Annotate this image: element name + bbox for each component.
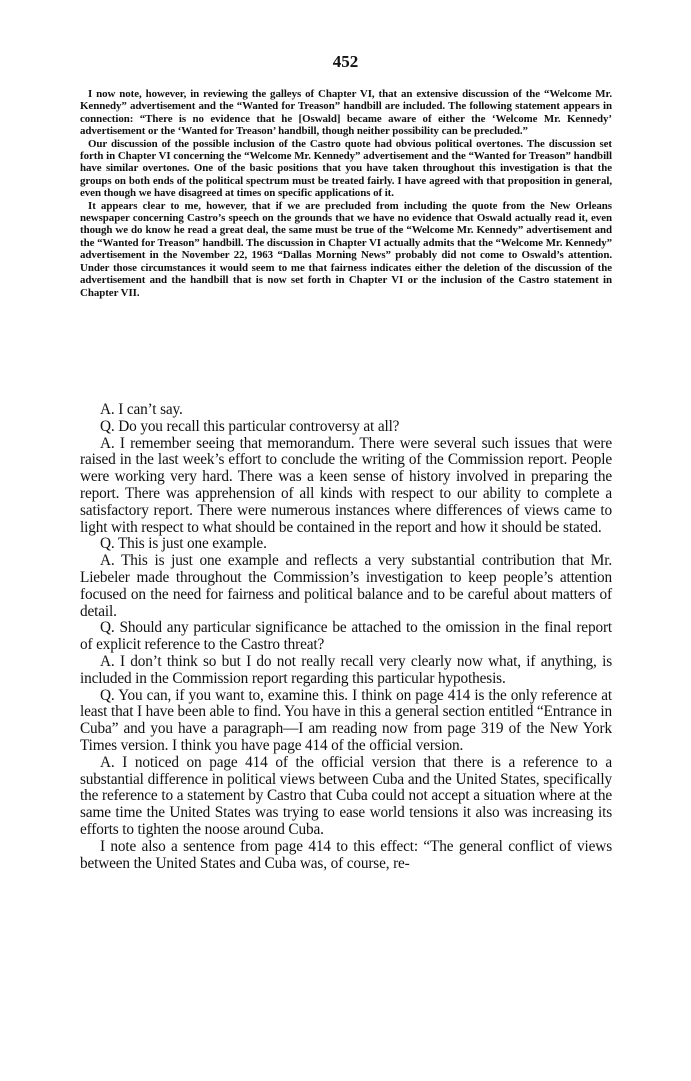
testimony-paragraph: I note also a sentence from page 414 to this effect: “The general conflict of views between the United States and Cuba was, of course, re- [80,837,612,872]
testimony-question: Q. Do you recall this particular controversy at all? [100,417,400,435]
page-number: 452 [332,52,359,71]
excerpt-paragraph: It appears clear to me, however, that if we are precluded from including the quote from the New Orleans newspaper concerning Castro’s speech on the grounds that we have no evidence that Oswald actually read it, even though we do know he read a great deal, the same must be true of the “Welcome Mr. Kennedy” advertisement and the “Wanted for Treason” handbill. The discussion in Chapter VI actually admits that the “Welcome Mr. Kennedy” advertisement in the November 22, 1963 “Dallas Morning News” probably did not come to Oswald’s attention. Under those circumstances it would seem to me that fairness indicates either the deletion of the discussion of the advertisement and the handbill that is now set forth in Chapter VI or the inclusion of the Castro statement in Chapter VII. [80,199,612,299]
testimony-question: Q. This is just one example. [100,535,267,553]
testimony-answer: A. I remember seeing that memorandum. There were several such issues that were raised in the last week’s effort to conclude the writing of the Commission report. People were working very hard. There was a keen sense of history involved in preparing the report. There was apprehension of all kinds with respect to our ability to complete a satisfactory report. There were numerous instances where differences of views came to light with respect to what should be contained in the report and how it should be stated. [80,434,612,536]
testimony-question: Q. You can, if you want to, examine this. I think on page 414 is the only reference at least that I have been able to find. You have in this a general section entitled “Entrance in Cuba” and you have a paragraph—I am reading now from page 319 of the New York Times version. I think you have page 414 of the official version. [80,686,612,754]
excerpt-paragraph: I now note, however, in reviewing the galleys of Chapter VI, that an extensive discussion of the “Welcome Mr. Kennedy” advertisement and the “Wanted for Treason” handbill are included. The following statement appears in connection: “There is no evidence that he [Oswald] became aware of either the ‘Welcome Mr. Kennedy’ advertisement or the ‘Wanted for Treason’ handbill, though neither possibility can be precluded.” [80,88,612,138]
excerpt-paragraph: Our discussion of the possible inclusion of the Castro quote had obvious political overtones. The discussion set forth in Chapter VI concerning the “Welcome Mr. Kennedy” advertisement and the “Wanted for Treason” handbill have similar overtones. One of the basic positions that you have taken throughout this investigation is that the groups on both ends of the political spectrum must be treated fairly. I have agreed with that proposition in general, even though we have disagreed at times on specific applications of it. [80,137,612,200]
testimony-question: Q. Should any particular significance be attached to the omission in the final report of explicit reference to the Castro threat? [80,619,612,654]
testimony-answer: A. This is just one example and reflects a very substantial contribution that Mr. Liebeler made throughout the Commission’s investigation to keep people’s attention focused on the need for fairness and political balance and to be careful about matters of detail. [80,552,612,620]
testimony-body [80,402,612,872]
testimony-answer: A. I noticed on page 414 of the official version that there is a reference to a substantial difference in political views between Cuba and the United States, specifically the reference to a statement by Castro that Cuba could not accept a situation where at the same time the United States was trying to ease world tensions it also was increasing its efforts to tighten the noose around Cuba. [80,753,612,838]
testimony-answer: A. I don’t think so but I do not really recall very clearly now what, if anything, is included in the Commission report regarding this particular hypothesis. [80,652,612,687]
testimony-answer: A. I can’t say. [100,401,183,418]
quoted-memorandum-excerpt [80,88,612,299]
